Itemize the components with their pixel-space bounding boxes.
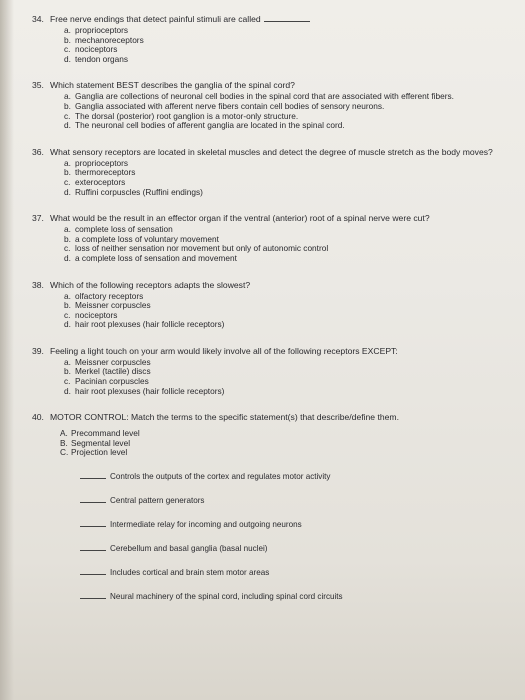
answer-blank bbox=[80, 518, 106, 527]
question-number: 37. bbox=[32, 213, 44, 224]
question-text: Feeling a light touch on your arm would likely involve all of the following receptors EXCEPT: bbox=[50, 345, 398, 356]
question-38 bbox=[32, 280, 499, 330]
option-b: b. mechanoreceptors bbox=[64, 34, 144, 45]
answer-blank bbox=[264, 14, 310, 22]
term-a: A. Precommand level bbox=[60, 428, 140, 439]
option-a: a. proprioceptors bbox=[64, 157, 129, 168]
question-text: What sensory receptors are located in skeletal muscles and detect the degree of muscle stretch as the body moves? bbox=[50, 146, 493, 157]
option-a: a. complete loss of sensation bbox=[64, 224, 173, 235]
option-list bbox=[64, 159, 499, 197]
answer-blank bbox=[80, 494, 106, 503]
option-list bbox=[64, 358, 499, 396]
option-b: b. thermoreceptors bbox=[64, 167, 136, 178]
option-c: c. nociceptors bbox=[64, 309, 118, 320]
option-a: a. proprioceptors bbox=[64, 25, 129, 35]
option-d: d. hair root plexuses (hair follicle receptors) bbox=[64, 319, 225, 330]
question-stem bbox=[32, 213, 499, 224]
answer-blank bbox=[80, 566, 106, 575]
option-a: a. Ganglia are collections of neuronal cell bodies in the spinal cord that are associated with efferent fibers. bbox=[64, 91, 454, 102]
option-c: c. Pacinian corpuscles bbox=[64, 376, 149, 387]
question-stem bbox=[32, 147, 499, 158]
option-list bbox=[64, 92, 499, 130]
option-c: c. The dorsal (posterior) root ganglion is a motor-only structure. bbox=[64, 110, 299, 121]
question-stem bbox=[32, 14, 499, 25]
match-statement: Includes cortical and brain stem motor areas bbox=[80, 566, 499, 578]
question-text: Which of the following receptors adapts the slowest? bbox=[50, 279, 251, 290]
option-b: b. Merkel (tactile) discs bbox=[64, 366, 151, 377]
option-d: d. a complete loss of sensation and movement bbox=[64, 252, 237, 263]
option-d: d. tendon organs bbox=[64, 53, 129, 64]
question-35 bbox=[32, 80, 499, 130]
option-b: b. a complete loss of voluntary movement bbox=[64, 233, 219, 244]
question-number: 36. bbox=[32, 146, 44, 157]
option-d: d. The neuronal cell bodies of afferent ganglia are located in the spinal cord. bbox=[64, 120, 345, 131]
option-list bbox=[64, 225, 499, 263]
option-c: c. loss of neither sensation nor movement but only of autonomic control bbox=[64, 243, 329, 254]
match-statement: Controls the outputs of the cortex and regulates motor activity bbox=[80, 470, 499, 482]
option-b: b. Meissner corpuscles bbox=[64, 300, 151, 311]
match-statement-list bbox=[80, 470, 499, 602]
option-a: a. Meissner corpuscles bbox=[64, 356, 151, 367]
match-statement: Central pattern generators bbox=[80, 494, 499, 506]
question-text: MOTOR CONTROL: Match the terms to the specific statement(s) that describe/define them. bbox=[50, 412, 399, 423]
question-text: Free nerve endings that detect painful stimuli are called bbox=[50, 14, 261, 24]
question-39 bbox=[32, 346, 499, 396]
term-list bbox=[60, 429, 499, 458]
option-c: c. nociceptors bbox=[64, 44, 118, 55]
answer-blank bbox=[80, 542, 106, 551]
question-number: 35. bbox=[32, 80, 44, 91]
question-stem bbox=[32, 412, 499, 423]
question-stem bbox=[32, 280, 499, 291]
option-d: d. hair root plexuses (hair follicle receptors) bbox=[64, 385, 225, 396]
question-37 bbox=[32, 213, 499, 263]
question-number: 38. bbox=[32, 279, 44, 290]
option-b: b. Ganglia associated with afferent nerve fibers contain cell bodies of sensory neurons. bbox=[64, 100, 385, 111]
question-text: What would be the result in an effector organ if the ventral (anterior) root of a spinal nerve were cut? bbox=[50, 213, 430, 224]
question-34 bbox=[32, 14, 499, 64]
question-40 bbox=[32, 412, 499, 602]
match-statement: Intermediate relay for incoming and outgoing neurons bbox=[80, 518, 499, 530]
term-c: C. Projection level bbox=[60, 447, 128, 458]
question-36 bbox=[32, 147, 499, 197]
option-a: a. olfactory receptors bbox=[64, 290, 144, 301]
option-d: d. Ruffini corpuscles (Ruffini endings) bbox=[64, 186, 203, 197]
match-statement: Cerebellum and basal ganglia (basal nuclei) bbox=[80, 542, 499, 554]
question-number: 39. bbox=[32, 345, 44, 356]
answer-blank bbox=[80, 470, 106, 479]
answer-blank bbox=[80, 590, 106, 599]
page-shadow bbox=[0, 0, 14, 700]
question-number: 34. bbox=[32, 14, 44, 24]
question-number: 40. bbox=[32, 412, 44, 423]
option-c: c. exteroceptors bbox=[64, 176, 126, 187]
match-statement: Neural machinery of the spinal cord, including spinal cord circuits bbox=[80, 590, 499, 602]
term-b: B. Segmental level bbox=[60, 437, 131, 448]
question-text: Which statement BEST describes the ganglia of the spinal cord? bbox=[50, 80, 295, 91]
option-list bbox=[64, 26, 499, 64]
question-stem bbox=[32, 346, 499, 357]
question-stem bbox=[32, 80, 499, 91]
option-list bbox=[64, 292, 499, 330]
